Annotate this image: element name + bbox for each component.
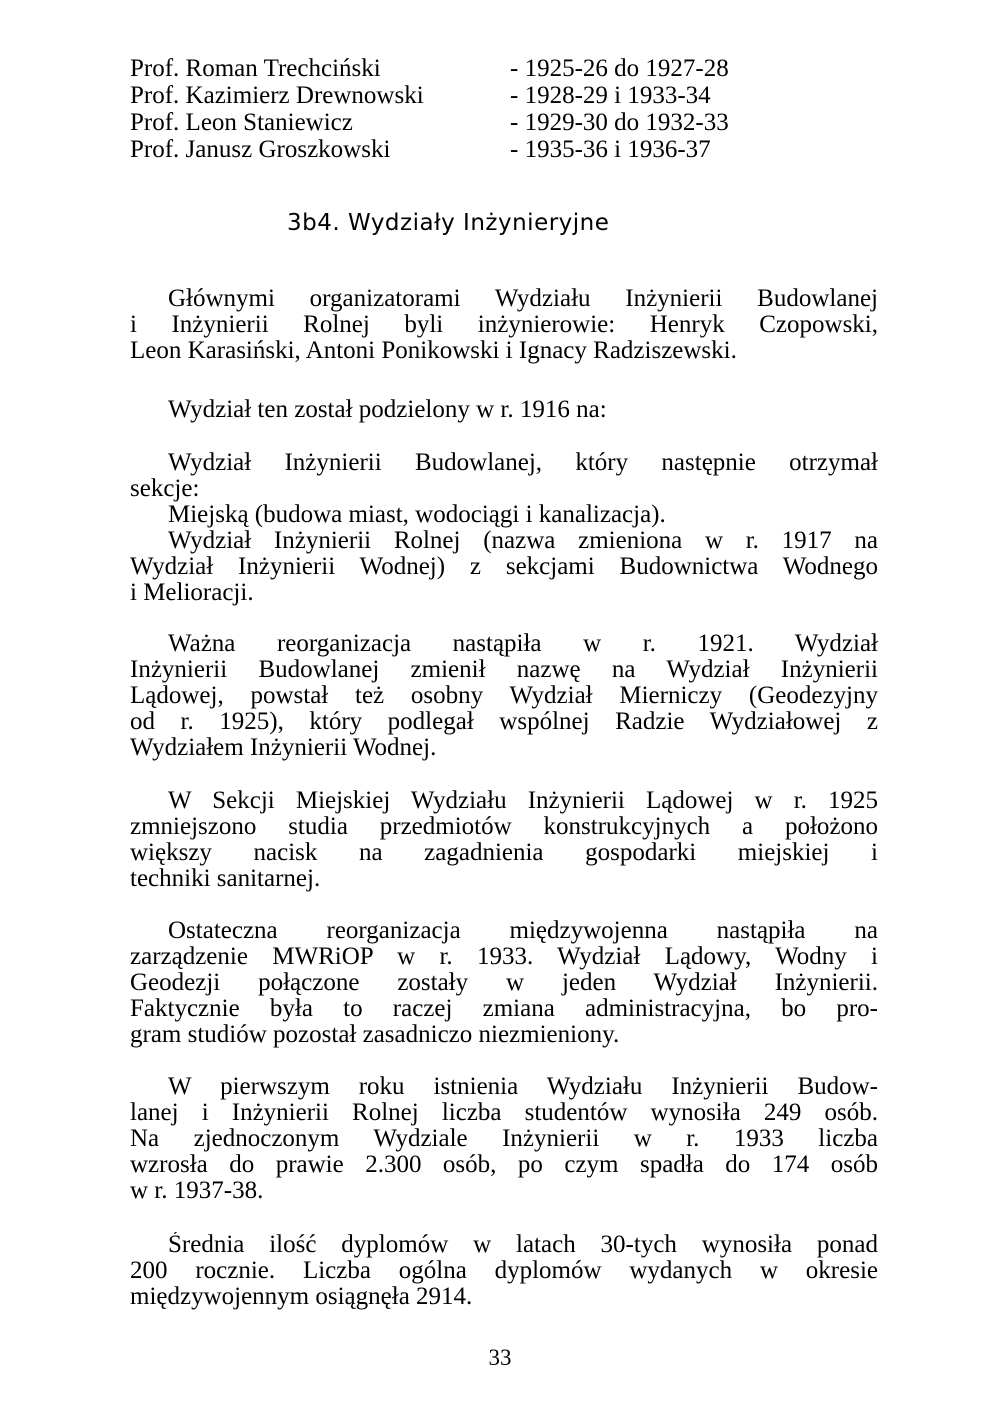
text-line: W Sekcji Miejskiej Wydziału Inżynierii Lądowej w r. 1925 [168,788,878,814]
dean-name: Prof. Leon Staniewicz [130,109,353,136]
dean-name: Prof. Roman Trechciński [130,55,381,82]
paragraph-student-numbers [130,1074,878,1204]
text-line: gram studiów pozostał zasadniczo niezmieniony. [130,1021,620,1048]
text-line: Inżynierii Budowlanej zmienił nazwę na Wydział Inżynierii [130,657,878,683]
text-line: Ważna reorganizacja nastąpiła w r. 1921. Wydział [168,631,878,657]
text-line: Faktycznie była to raczej zmiana administracyjna, bo pro- [130,996,878,1022]
dean-name: Prof. Janusz Groszkowski [130,136,391,163]
dean-row [130,136,830,163]
text-line: Wydział ten został podzielony w r. 1916 na: [168,396,607,423]
text-line: W pierwszym roku istnienia Wydziału Inżynierii Budow- [168,1074,878,1100]
deans-list [130,55,830,163]
text-line: w r. 1937-38. [130,1177,264,1204]
dean-row [130,82,830,109]
dean-term: - 1935-36 i 1936-37 [510,136,711,163]
text-line: od r. 1925), który podlegał wspólnej Radzie Wydziałowej z [130,709,878,735]
paragraph-reorganization-1921 [130,631,878,761]
page-number: 33 [488,1345,512,1370]
text-line: Geodezji połączone zostały w jeden Wydział Inżynierii. [130,970,878,996]
paragraph-division-1916 [130,397,878,423]
dean-term: - 1928-29 i 1933-34 [510,82,711,109]
paragraph-city-section [130,788,878,892]
text-line: Wydziałem Inżynierii Wodnej. [130,734,437,761]
dean-row [130,55,830,82]
paragraph-final-reorganization [130,918,878,1048]
text-line: Lądowej, powstał też osobny Wydział Mierniczy (Geodezyjny [130,683,878,709]
dean-term: - 1929-30 do 1932-33 [510,109,729,136]
text-line: Wydział Inżynierii Budowlanej, który następnie otrzymał [168,450,878,476]
text-line: Średnia ilość dyplomów w latach 30-tych wynosiła ponad [168,1232,878,1258]
text-line: zarządzenie MWRiOP w r. 1933. Wydział Lądowy, Wodny i [130,944,878,970]
dean-row [130,109,830,136]
text-line: Wydział Inżynierii Rolnej (nazwa zmieniona w r. 1917 na [168,528,878,554]
paragraph-faculties [130,450,878,606]
text-line: Na zjednoczonym Wydziale Inżynierii w r. 1933 liczba [130,1126,878,1152]
text-line: Ostateczna reorganizacja międzywojenna nastąpiła na [168,918,878,944]
section-heading: 3b4. Wydziały Inżynieryjne [287,210,610,236]
text-line: zmniejszono studia przedmiotów konstrukcyjnych a położono [130,814,878,840]
paragraph-diplomas [130,1232,878,1310]
paragraph-organizers [130,286,878,364]
text-line: lanej i Inżynierii Rolnej liczba studentów wynosiła 249 osób. [130,1100,878,1126]
text-line: i Melioracji. [130,579,254,606]
text-line: wzrosła do prawie 2.300 osób, po czym spadła do 174 osób [130,1152,878,1178]
text-line: techniki sanitarnej. [130,865,321,892]
dean-name: Prof. Kazimierz Drewnowski [130,82,424,109]
dean-term: - 1925-26 do 1927-28 [510,55,729,82]
text-line: 200 rocznie. Liczba ogólna dyplomów wydanych w okresie [130,1258,878,1284]
text-line: sekcje: [130,475,200,502]
text-line: i Inżynierii Rolnej byli inżynierowie: Henryk Czopowski, [130,312,878,338]
text-line: Głównymi organizatorami Wydziału Inżynierii Budowlanej [168,286,878,312]
text-line: Leon Karasiński, Antoni Ponikowski i Ignacy Radziszewski. [130,337,737,364]
text-line: Wydział Inżynierii Wodnej) z sekcjami Budownictwa Wodnego [130,554,878,580]
text-line: większy nacisk na zagadnienia gospodarki miejskiej i [130,840,878,866]
text-line: międzywojennym osiągnęła 2914. [130,1283,473,1310]
text-line: Miejską (budowa miast, wodociągi i kanalizacja). [168,501,666,528]
